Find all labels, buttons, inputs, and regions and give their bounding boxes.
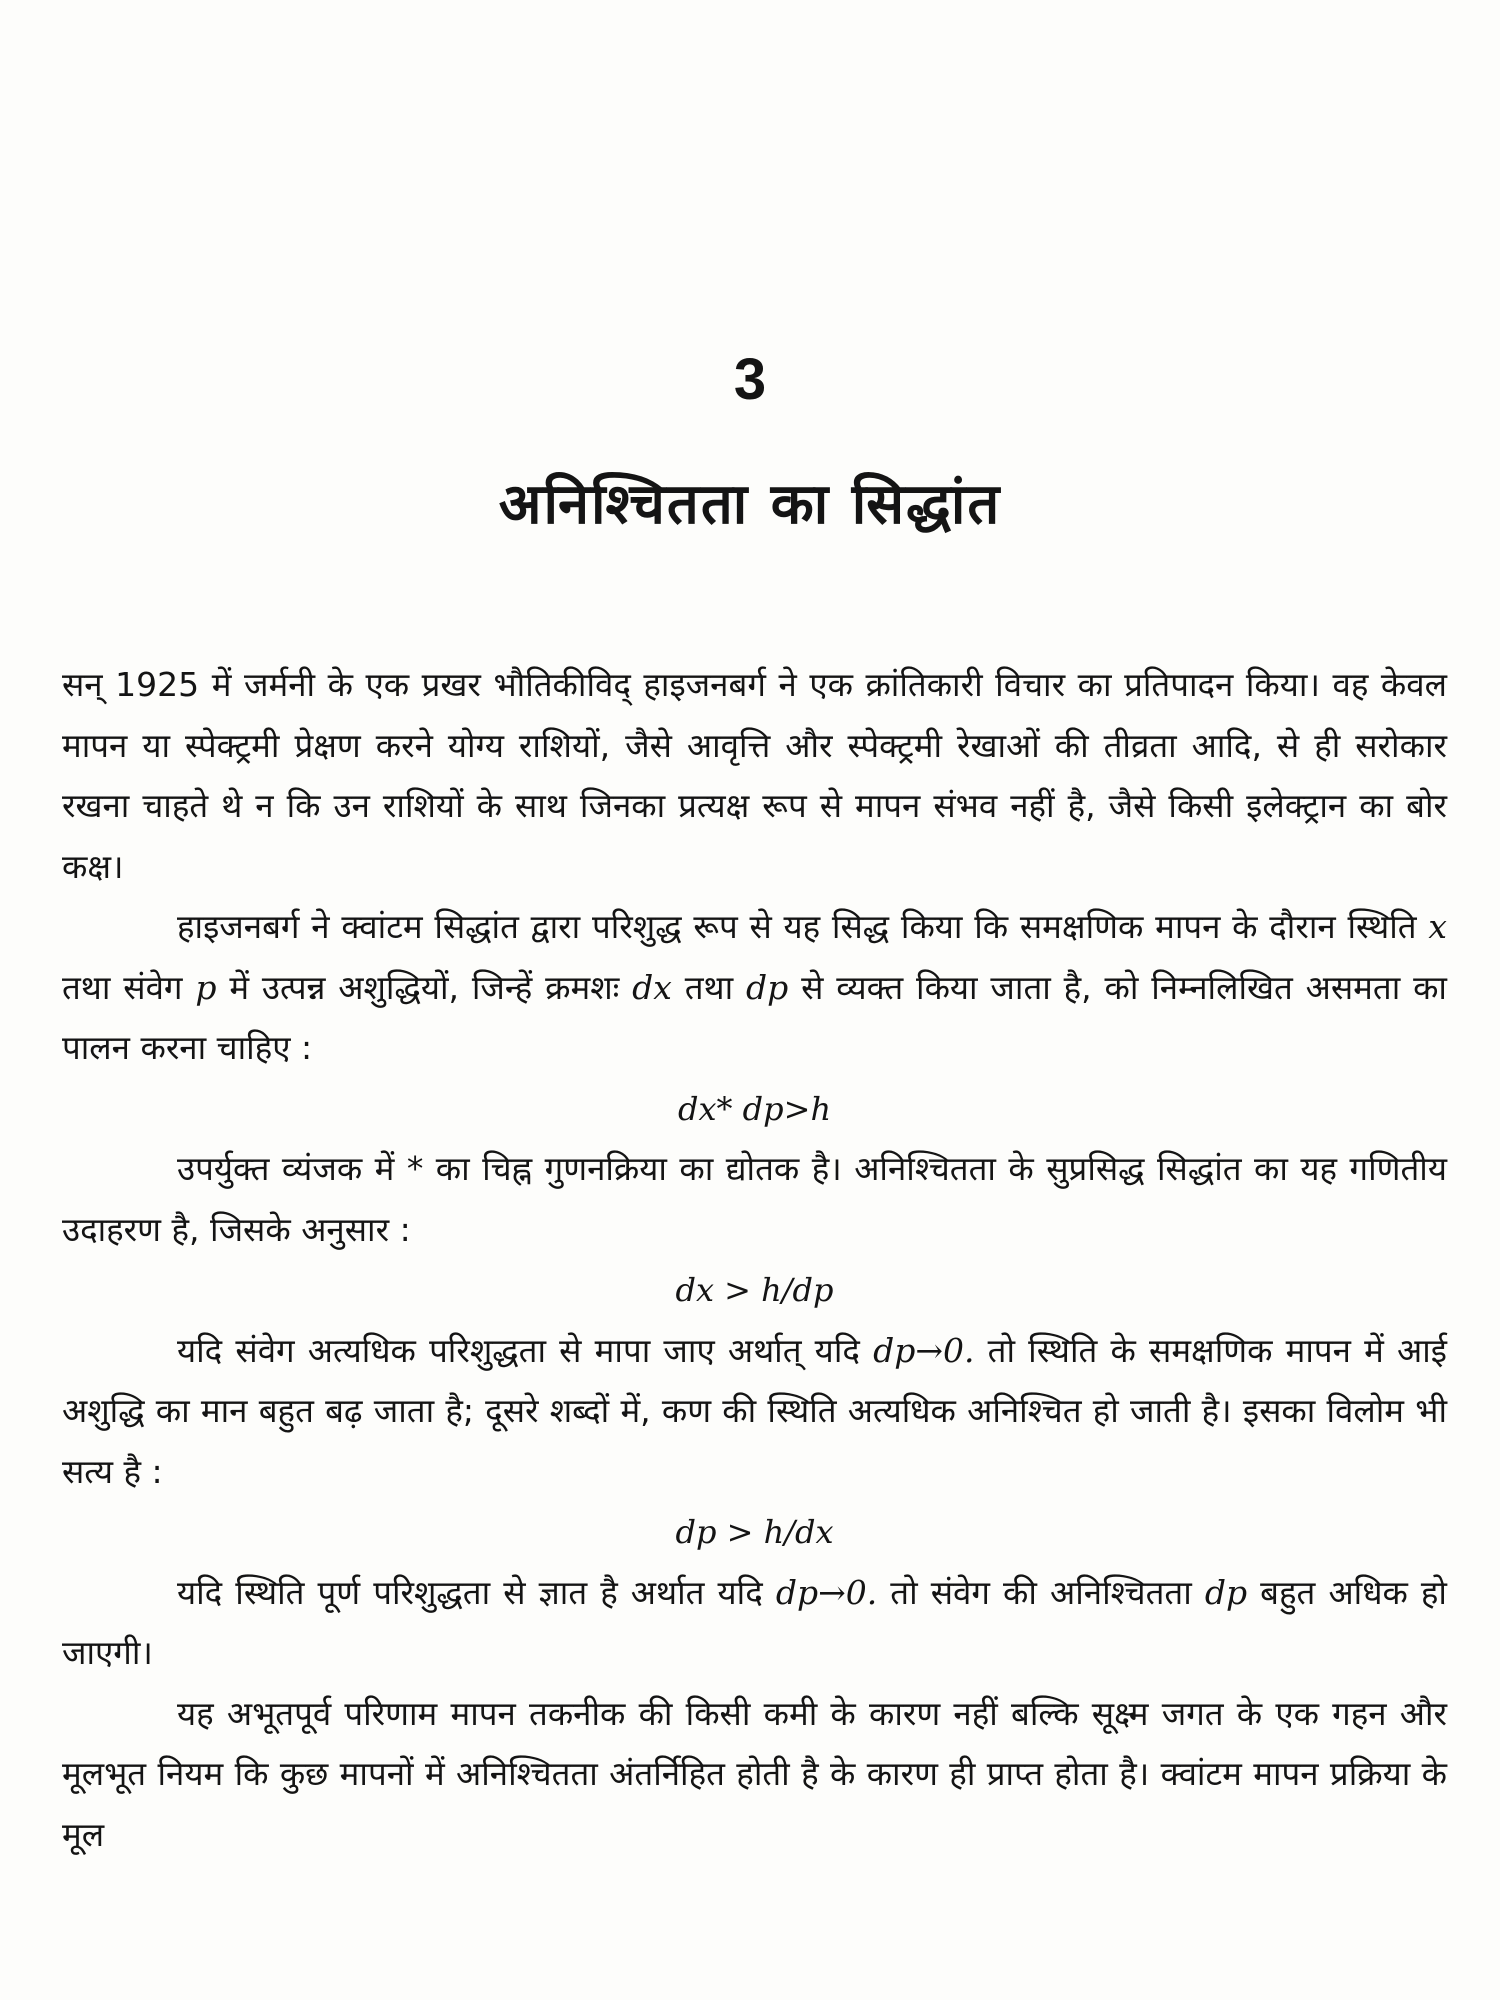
paragraph-1: सन् 1925 में जर्मनी के एक प्रखर भौतिकीविद् हाइजनबर्ग ने एक क्रांतिकारी विचार का प्रतिपादन किया। वह केवल मापन या स्पेक्ट्रमी प्रेक्षण करने योग्य राशियों, जैसे आवृत्ति और स्पेक्ट्रमी रेखाओं की तीव्रता आदि, से ही सरोकार रखना चाहते थे न कि उन राशियों के साथ जिनका प्रत्यक्ष रूप से मापन संभव नहीं है, जैसे किसी इलेक्ट्रान का बोर कक्ष। (62, 665, 1447, 886)
variable-dp: dp (1204, 1572, 1248, 1612)
paragraph-2-text-b: तथा संवेग (62, 967, 196, 1007)
formula-momentum-uncertainty: dp > h/dx (675, 1513, 834, 1551)
variable-x: x (1428, 907, 1447, 946)
paragraph-2-text-e: से व्यक्त किया जाता है, को निम्नलिखित असमता का पालन करना चाहिए : (62, 967, 1447, 1067)
paragraph-4 (62, 1321, 1447, 1503)
paragraph-5-text-c: बहुत अधिक हो जाएगी। (62, 1572, 1447, 1672)
variable-p: p (195, 967, 217, 1007)
paragraph-3: उपर्युक्त व्यंजक में * का चिह्न गुणनक्रिया का द्योतक है। अनिश्चितता के सुप्रसिद्ध सिद्धांत का यह गणितीय उदाहरण है, जिसके अनुसार : (62, 1149, 1447, 1249)
expression-dp-to-zero: dp→0. (775, 1572, 878, 1612)
chapter-body (62, 655, 1447, 1865)
formula-position-uncertainty: dx > h/dp (675, 1271, 834, 1309)
paragraph-2 (62, 897, 1447, 1079)
paragraph-2-text-c: में उत्पन्न अशुद्धियों, जिन्हें क्रमशः (216, 967, 633, 1007)
paragraph-2-text-a: हाइजनबर्ग ने क्वांटम सिद्धांत द्वारा परिशुद्ध रूप से यह सिद्ध किया कि समक्षणिक मापन के दौरान स्थिति (177, 907, 1429, 946)
chapter-number: 3 (733, 347, 767, 412)
paragraph-5-text-a: यदि स्थिति पूर्ण परिशुद्धता से ज्ञात है अर्थात यदि (177, 1572, 776, 1612)
variable-dx: dx (632, 967, 672, 1007)
paragraph-2-text-d: तथा (671, 967, 747, 1007)
paragraph-4-text-b: तो स्थिति के समक्षणिक मापन में आई अशुद्धि का मान बहुत बढ़ जाता है; दूसरे शब्दों में, कण की स्थिति अत्यधिक अनिश्चित हो जाती है। इसका विलोम भी सत्य है : (62, 1330, 1447, 1491)
variable-dp: dp (746, 967, 789, 1007)
paragraph-5-text-b: तो संवेग की अनिश्चितता (877, 1572, 1205, 1612)
expression-dp-to-zero: dp→0. (873, 1330, 975, 1370)
chapter-title: अनिश्चितता का सिद्धांत (498, 472, 1002, 537)
paragraph-6: यह अभूतपूर्व परिणाम मापन तकनीक की किसी कमी के कारण नहीं बल्कि सूक्ष्म जगत के एक गहन और मूलभूत नियम कि कुछ मापनों में अनिश्चितता अंतर्निहित होती है के कारण ही प्राप्त होता है। क्वांटम मापन प्रक्रिया के मूल (62, 1693, 1447, 1854)
paragraph-5 (62, 1563, 1447, 1684)
paragraph-4-text-a: यदि संवेग अत्यधिक परिशुद्धता से मापा जाए अर्थात् यदि (177, 1330, 874, 1370)
formula-uncertainty-product: dx* dp>h (677, 1089, 832, 1128)
